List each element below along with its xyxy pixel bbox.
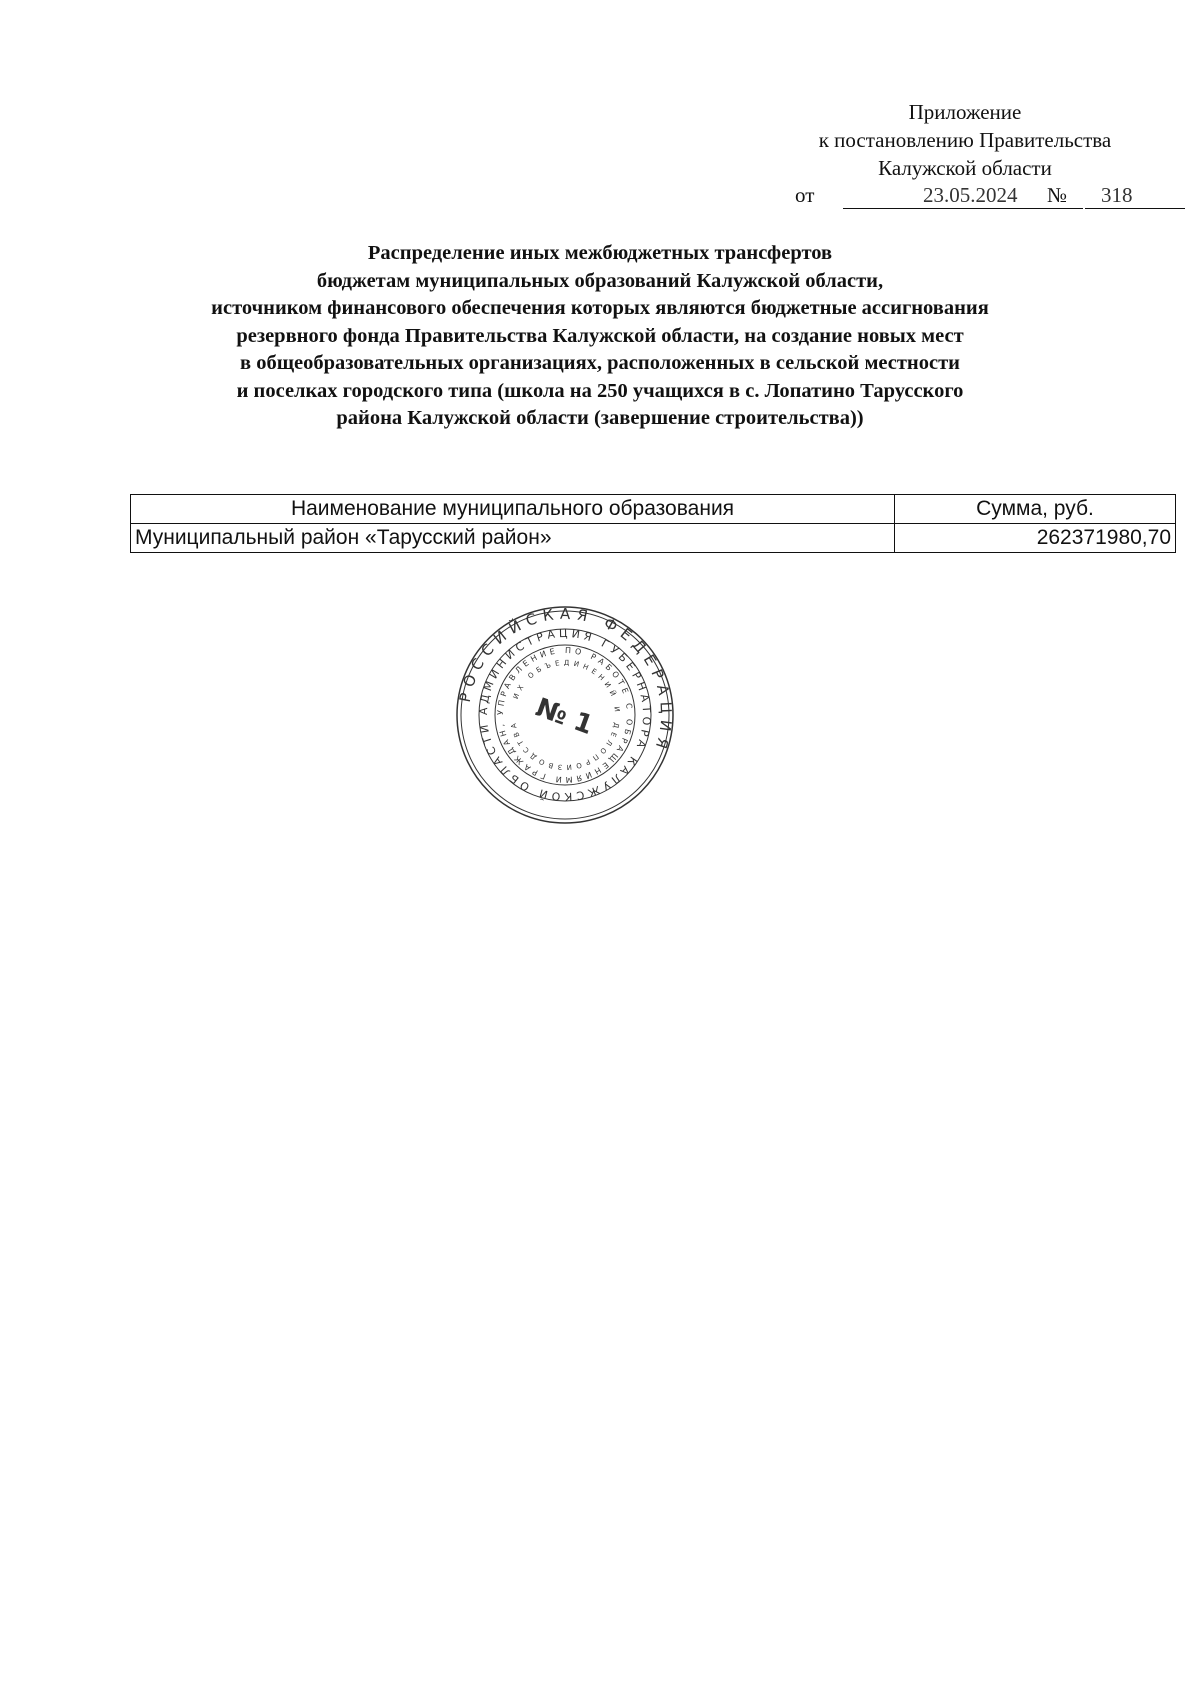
seal-ring4-text: ИХ ОБЪЕДИНЕНИЙ И ДЕЛОПРОИЗВОДСТВА [509, 658, 621, 772]
appendix-header [770, 98, 1160, 182]
appendix-line: к постановлению Правительства [818, 128, 1112, 152]
from-label: от [795, 183, 815, 207]
appendix-line: Калужской области [878, 156, 1052, 180]
title-line: района Калужской области (завершение строительства)) [336, 407, 864, 429]
date-number-line [795, 183, 1185, 211]
appendix-line: Приложение [908, 100, 1022, 124]
distribution-table [130, 494, 1176, 553]
seal-center-number: № 1 [531, 692, 597, 741]
number-underline [1085, 208, 1185, 209]
municipality-name: Муниципальный район «Тарусский район» [131, 524, 895, 553]
table-header-row [131, 495, 1176, 524]
table-row [131, 524, 1176, 553]
number-label: № [1047, 183, 1068, 207]
title-line: и поселках городского типа (школа на 250 учащихся в с. Лопатино Тарусского [236, 379, 964, 402]
column-header-sum: Сумма, руб. [895, 495, 1176, 524]
seal-ring2-text: АДМИНИСТРАЦИЯ ГУБЕРНАТОРА КАЛУЖСКОЙ ОБЛАСТИ [476, 626, 654, 804]
title-line: резервного фонда Правительства Калужской области, на создание новых мест [236, 324, 964, 347]
title-line: в общеобразовательных организациях, расположенных в сельской местности [240, 352, 960, 374]
title-line: бюджетам муниципальных образований Калужской области, [316, 269, 884, 292]
column-header-name: Наименование муниципального образования [131, 495, 895, 524]
document-date: 23.05.2024 [923, 183, 1018, 207]
official-seal [455, 605, 675, 825]
date-underline [843, 208, 1083, 209]
amount: 262371980,70 [895, 524, 1176, 553]
title-line: Распределение иных межбюджетных трансфертов [367, 242, 833, 264]
seal-outer-text: РОССИЙСКАЯ ФЕДЕРАЦИЯ [455, 605, 675, 757]
seal-ring3-text: УПРАВЛЕНИЕ ПО РАБОТЕ С ОБРАЩЕНИЯМИ ГРАЖДАН, [495, 645, 635, 785]
title-line: источником финансового обеспечения которых являются бюджетные ассигнования [211, 297, 989, 319]
document-number: 318 [1101, 183, 1133, 207]
document-title [0, 240, 1200, 433]
